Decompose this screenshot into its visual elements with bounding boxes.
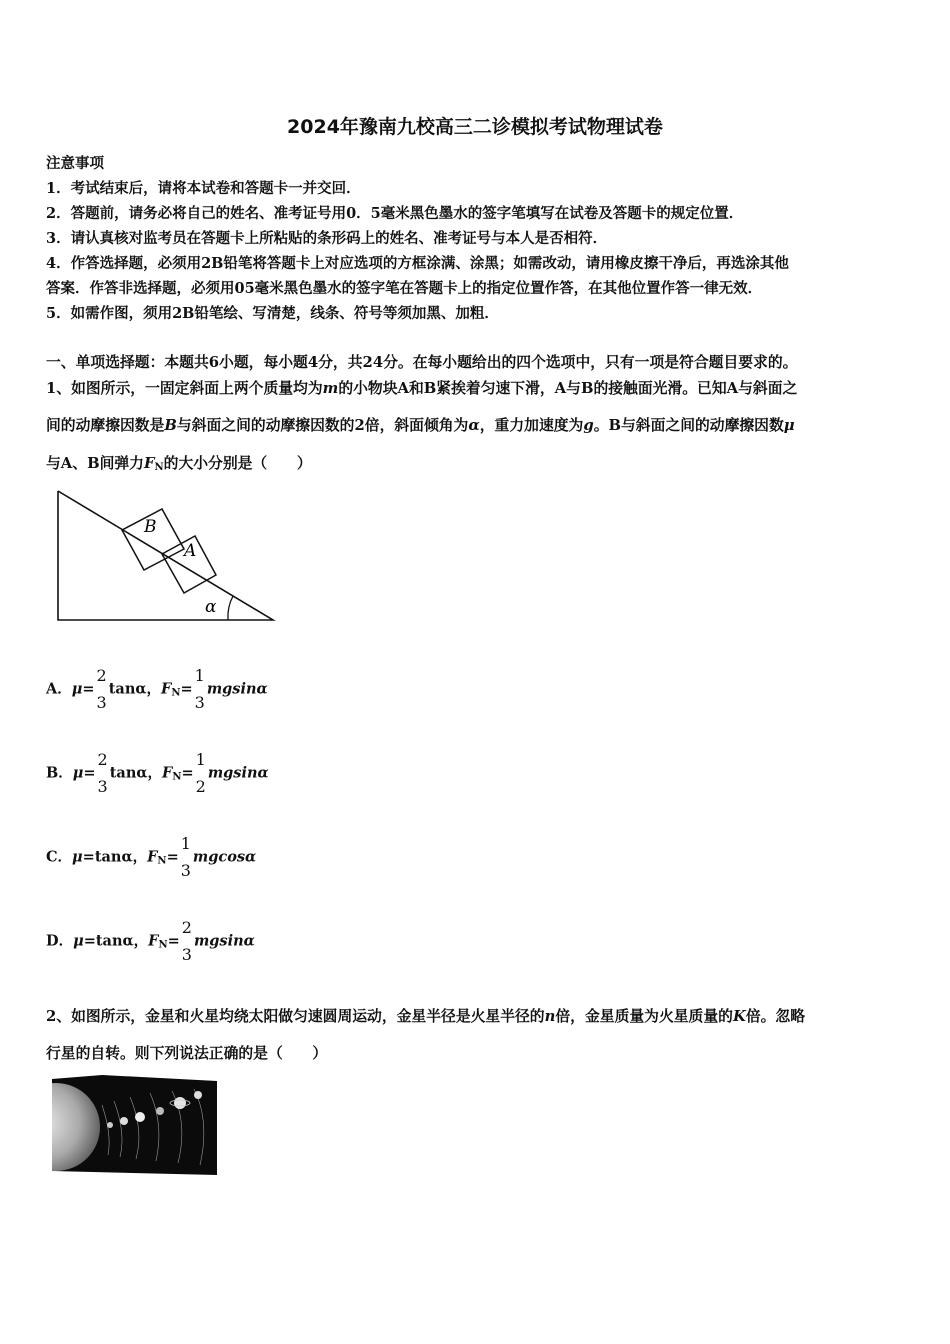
q1-var-B: B <box>164 417 177 434</box>
option-text: tanα， <box>108 680 162 698</box>
label-A: A <box>184 541 197 561</box>
q1-line-3 <box>46 452 312 473</box>
option-letter: D． <box>46 932 74 950</box>
q1-var-F: F <box>143 455 155 472</box>
option-eq: =tanα， <box>82 848 148 866</box>
option-eq: = <box>83 764 96 782</box>
notes-heading: 注意事项 <box>46 155 104 172</box>
fraction <box>180 836 192 879</box>
note-4: 4．作答选择题，必须用2B铅笔将答题卡上对应选项的方框涂满、涂黑；如需改动，请用橡皮擦干净后，再选涂其他 <box>46 255 789 272</box>
option-letter: B． <box>46 764 73 782</box>
option-mu: μ <box>72 848 83 866</box>
option-eq: = <box>82 680 95 698</box>
fraction-den: 3 <box>194 693 205 712</box>
option-F: F <box>147 848 158 866</box>
option-sub-N: N <box>158 939 168 951</box>
option-letter: C． <box>46 848 73 866</box>
option-sub-N: N <box>172 771 182 783</box>
fraction-num: 2 <box>97 750 108 769</box>
planet-icon <box>174 1097 186 1109</box>
option-C[interactable] <box>46 836 256 879</box>
angle-arc <box>228 596 233 620</box>
option-sub-N: N <box>171 687 181 699</box>
q1-text: ，重力加速度为 <box>479 417 584 434</box>
fraction <box>97 752 109 795</box>
option-text: mgsinα <box>207 764 269 782</box>
q2-text: 倍。忽略 <box>745 1008 806 1025</box>
note-1: 1．考试结束后，请将本试卷和答题卡一并交回． <box>46 180 361 197</box>
option-mu: μ <box>73 932 84 950</box>
fraction-num: 1 <box>180 834 191 853</box>
q1-text: 的大小分别是（ ） <box>163 455 312 472</box>
planet-icon <box>156 1107 164 1115</box>
incline-figure <box>50 485 290 630</box>
option-A[interactable] <box>46 668 268 711</box>
option-text: mgcosα <box>192 848 257 866</box>
q1-line-2 <box>46 414 795 435</box>
note-5: 5．如需作图，须用2B铅笔绘、写清楚，线条、符号等须加黑、加粗． <box>46 305 499 322</box>
q1-text: 间的动摩擦因数是 <box>46 417 165 434</box>
option-text: mgsinα <box>193 932 255 950</box>
option-sub-N: N <box>157 855 167 867</box>
fraction <box>181 920 193 963</box>
planet-icon <box>194 1091 202 1099</box>
option-eq: = <box>180 680 193 698</box>
option-text: mgsinα <box>206 680 268 698</box>
solar-system-image <box>52 1075 217 1176</box>
q1-sub-N: N <box>154 462 164 473</box>
option-eq: = <box>181 764 194 782</box>
option-F: F <box>161 680 172 698</box>
fraction-num: 1 <box>194 666 205 685</box>
incline-triangle <box>58 491 273 620</box>
q1-text: 。B与斜面之间的动摩擦因数 <box>593 417 784 434</box>
option-mu: μ <box>72 764 84 782</box>
q2-line-2: 行星的自转。则下列说法正确的是（ ） <box>46 1045 328 1062</box>
fraction <box>195 752 207 795</box>
option-eq: = <box>166 848 179 866</box>
page-title: 2024年豫南九校高三二诊模拟考试物理试卷 <box>287 116 663 138</box>
q1-var-mu: μ <box>783 417 795 434</box>
fraction-den: 2 <box>195 777 206 796</box>
q1-text: 的小物块A和B紧挨着匀速下滑，A与B的接触面光滑。已知A与斜面之 <box>338 380 798 397</box>
planet-icon <box>107 1122 113 1128</box>
fraction-num: 2 <box>181 918 192 937</box>
option-F: F <box>148 932 159 950</box>
q2-var-K: K <box>732 1008 746 1025</box>
q2-text: 2、如图所示，金星和火星均绕太阳做匀速圆周运动，金星半径是火星半径的 <box>46 1008 545 1025</box>
planet-icon <box>120 1117 128 1125</box>
q1-text: 与A、B间弹力 <box>46 455 144 472</box>
fraction-num: 2 <box>96 666 107 685</box>
q1-text: 1、如图所示，一固定斜面上两个质量均为 <box>46 380 323 397</box>
fraction-num: 1 <box>195 750 206 769</box>
fraction <box>194 668 206 711</box>
q1-text: 与斜面之间的动摩擦因数的2倍，斜面倾角为 <box>176 417 469 434</box>
option-eq: = <box>167 932 180 950</box>
section-heading: 一、单项选择题：本题共6小题，每小题4分，共24分。在每小题给出的四个选项中，只有一项是符合题目要求的。 <box>46 354 798 371</box>
fraction <box>96 668 108 711</box>
q2-var-n: n <box>544 1008 556 1025</box>
option-text: tanα， <box>109 764 163 782</box>
label-B: B <box>144 517 157 537</box>
option-mu: μ <box>71 680 83 698</box>
planet-icon <box>135 1112 145 1122</box>
note-2: 2．答题前，请务必将自己的姓名、准考证号用0．5毫米黑色墨水的签字笔填写在试卷及答题卡的规定位置． <box>46 205 744 222</box>
note-4-cont: 答案．作答非选择题，必须用05毫米黑色墨水的签字笔在答题卡上的指定位置作答，在其他位置作答一律无效． <box>46 280 763 297</box>
q1-var-m: m <box>322 380 339 397</box>
fraction-den: 3 <box>181 945 192 964</box>
option-B[interactable] <box>46 752 269 795</box>
fraction-den: 3 <box>97 777 108 796</box>
fraction-den: 3 <box>180 861 191 880</box>
q2-text: 倍，金星质量为火星质量的 <box>555 1008 733 1025</box>
option-eq: =tanα， <box>83 932 149 950</box>
option-letter: A． <box>46 680 72 698</box>
q1-var-alpha: α <box>468 417 480 434</box>
fraction-den: 3 <box>96 693 107 712</box>
option-D[interactable] <box>46 920 255 963</box>
option-F: F <box>162 764 173 782</box>
label-alpha: α <box>205 597 217 617</box>
note-3: 3．请认真核对监考员在答题卡上所粘贴的条形码上的姓名、准考证号与本人是否相符． <box>46 230 608 247</box>
q1-line-1 <box>46 377 797 398</box>
q2-line-1 <box>46 1005 805 1026</box>
q1-var-g: g <box>583 417 594 434</box>
